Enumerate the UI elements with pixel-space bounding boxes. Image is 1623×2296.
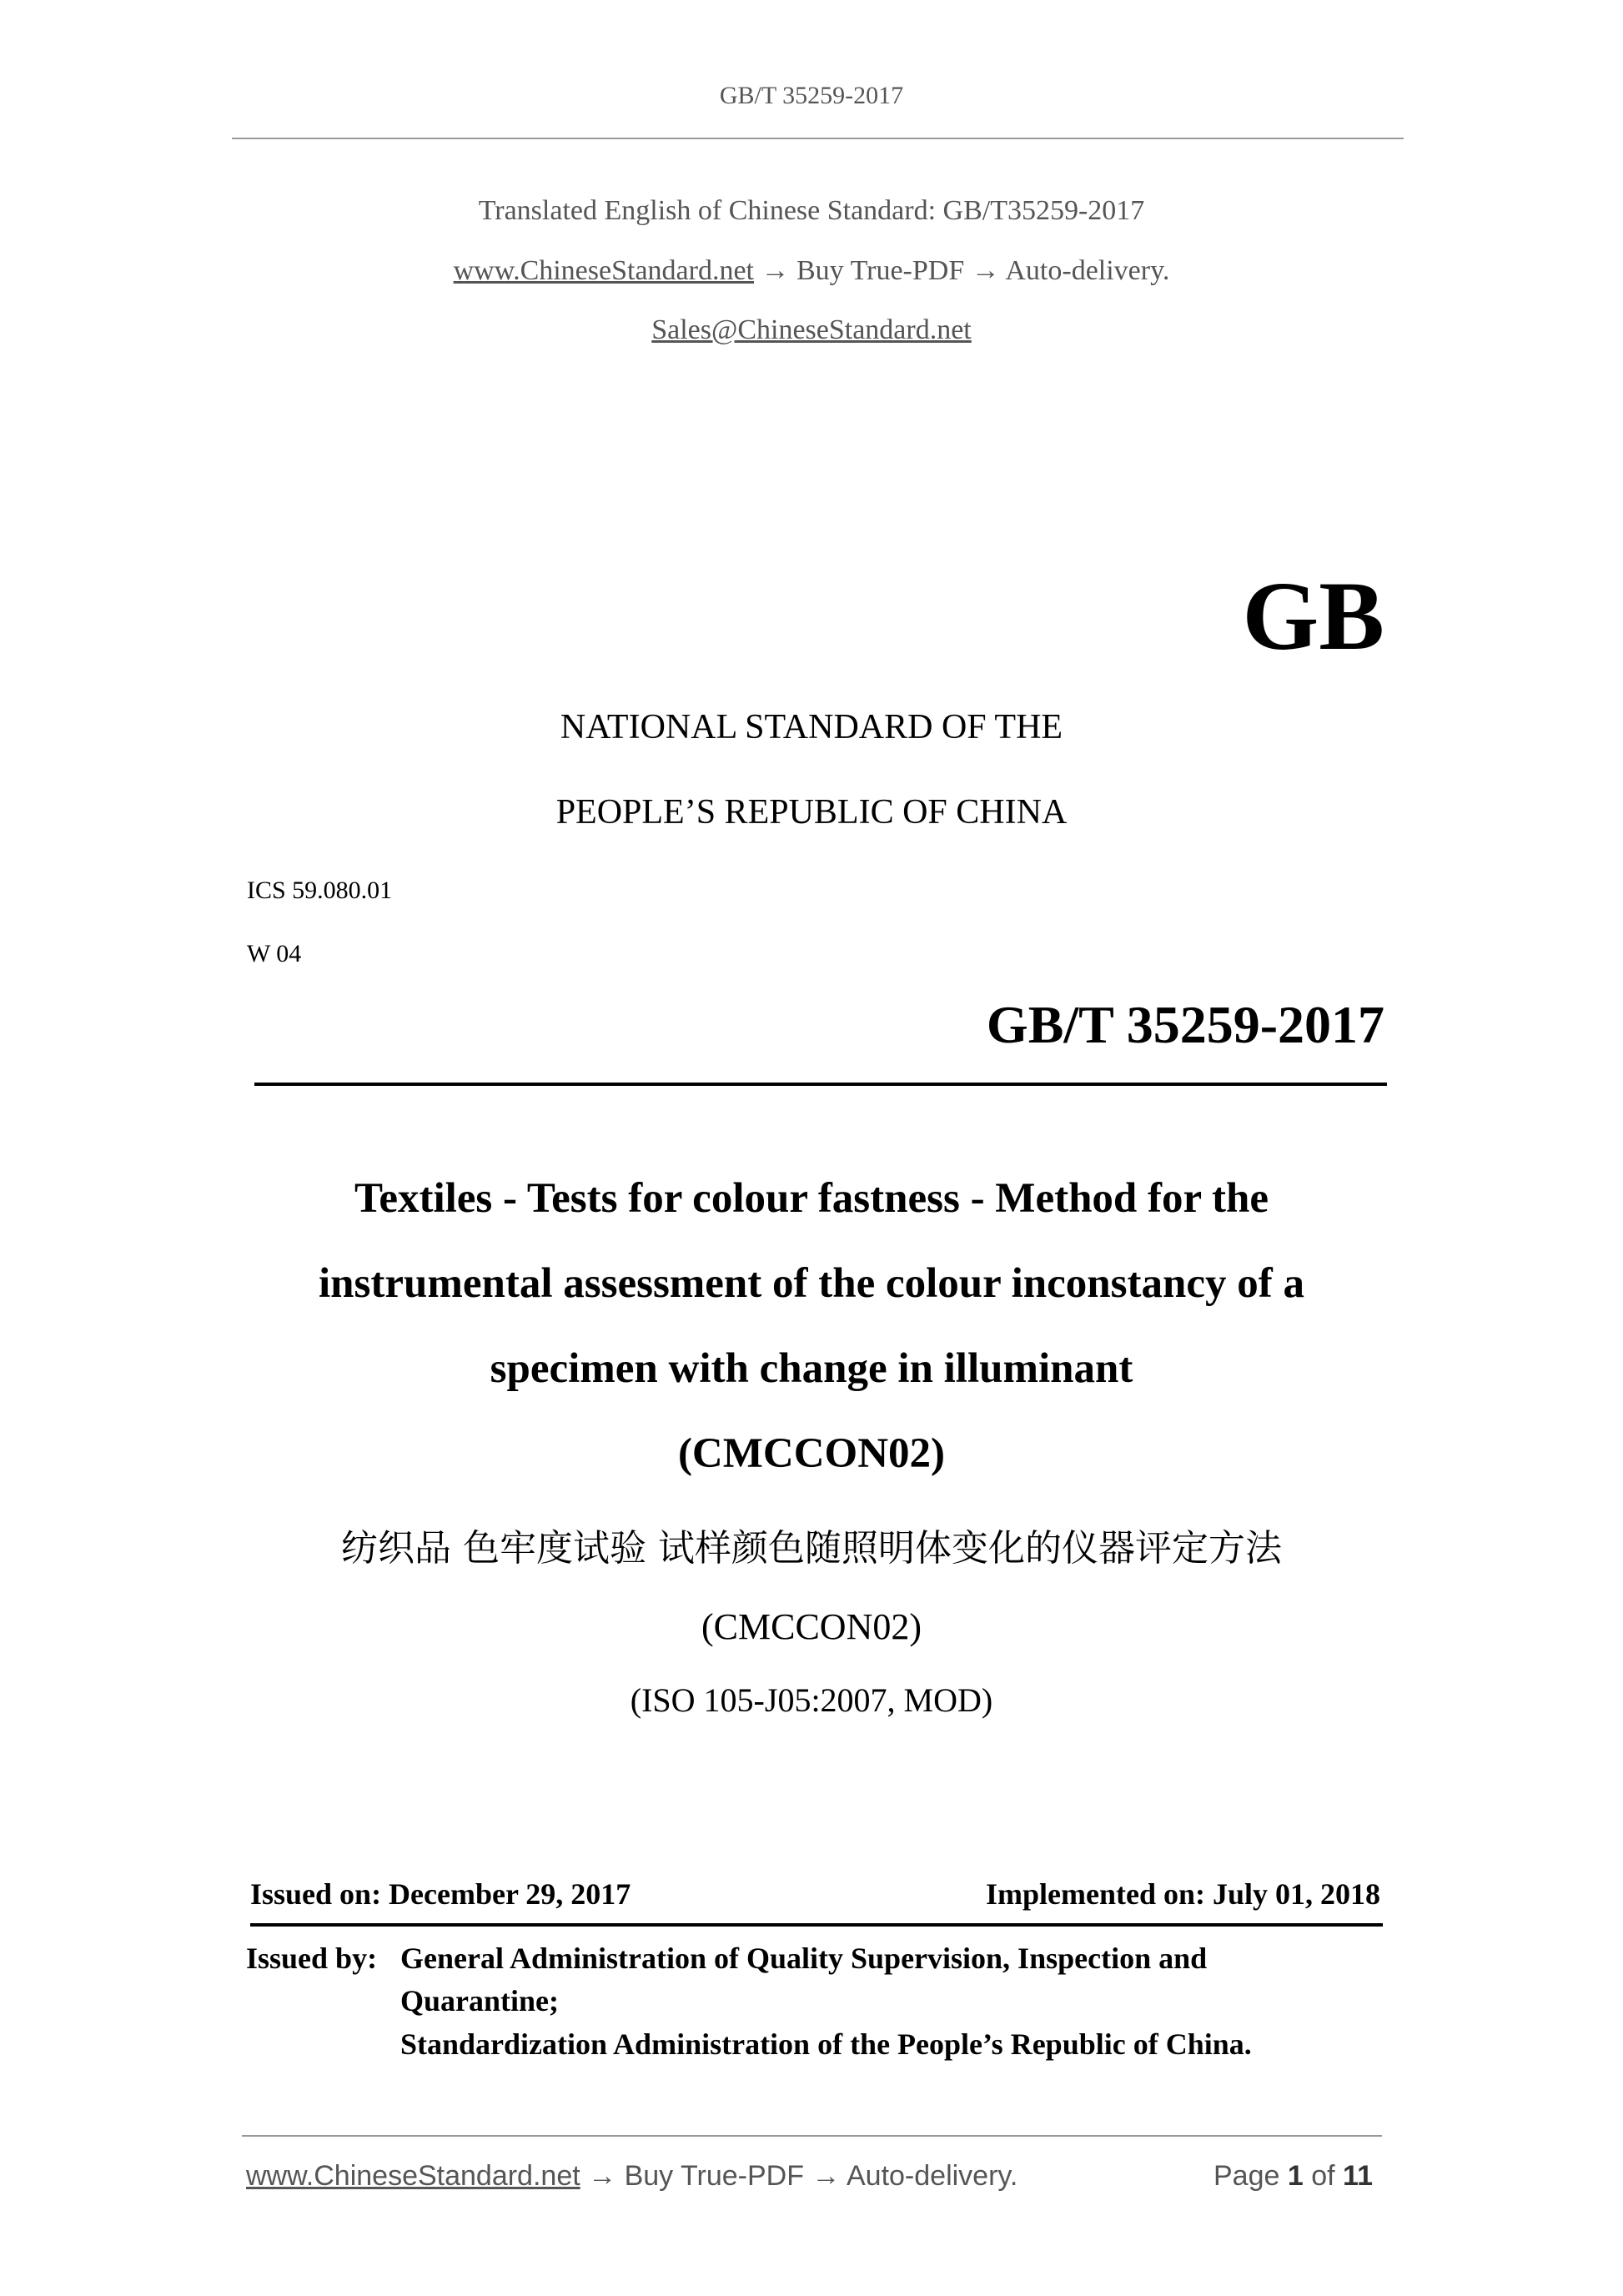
standard-rule [254, 1083, 1387, 1086]
dates-rule [250, 1923, 1383, 1927]
translated-line: Translated English of Chinese Standard: GB/T35259-2017 [478, 195, 1145, 226]
title-en-line-4: (CMCCON02) [677, 1430, 946, 1477]
title-en-line-1: Textiles - Tests for colour fastness - Method for the [354, 1175, 1269, 1222]
buy-text: → Buy True-PDF → Auto-delivery. [754, 255, 1170, 286]
footer-buy-line [246, 2160, 1018, 2193]
site-link[interactable]: www.ChineseStandard.net [453, 255, 754, 286]
issued-by-line-3: Standardization Administration of the People’s Republic of China. [400, 2027, 1252, 2061]
header-rule [232, 138, 1404, 139]
page-label: Page [1213, 2160, 1280, 2192]
footer-site-link[interactable]: www.ChineseStandard.net [246, 2160, 580, 2192]
gb-mark: GB [1242, 561, 1384, 671]
iso-reference: (ISO 105-J05:2007, MOD) [630, 1681, 993, 1719]
issued-by-line-1: General Administration of Quality Supervision, Inspection and [400, 1942, 1208, 1975]
sales-line [0, 314, 1623, 346]
issued-by-label: Issued by: [246, 1942, 378, 1975]
of-label: of [1311, 2160, 1335, 2192]
running-header: GB/T 35259-2017 [719, 82, 904, 109]
w-code: W 04 [247, 940, 302, 967]
standard-number: GB/T 35259-2017 [986, 995, 1384, 1054]
national-line-1: NATIONAL STANDARD OF THE [560, 708, 1063, 746]
ics-code: ICS 59.080.01 [247, 877, 393, 904]
sales-email-link[interactable]: Sales@ChineseStandard.net [651, 314, 972, 345]
page-indicator [1213, 2160, 1373, 2193]
issued-by-line-2: Quarantine; [400, 1984, 560, 2017]
title-cn-code: (CMCCON02) [701, 1606, 922, 1647]
implemented-on: Implemented on: July 01, 2018 [985, 1877, 1380, 1911]
national-line-2: PEOPLE’S REPUBLIC OF CHINA [555, 793, 1068, 831]
buy-line [0, 255, 1623, 287]
title-en-line-2: instrumental assessment of the colour inconstancy of a [319, 1260, 1304, 1307]
page-number: 1 [1287, 2160, 1304, 2192]
footer-buy-text: → Buy True-PDF → Auto-delivery. [580, 2160, 1018, 2192]
footer-rule [242, 2135, 1382, 2137]
page-total: 11 [1343, 2160, 1373, 2192]
issued-on: Issued on: December 29, 2017 [250, 1877, 631, 1911]
title-en-line-3: specimen with change in illuminant [490, 1345, 1133, 1392]
title-cn: 纺织品 色牢度试验 试样颜色随照明体变化的仪器评定方法 [341, 1527, 1282, 1570]
